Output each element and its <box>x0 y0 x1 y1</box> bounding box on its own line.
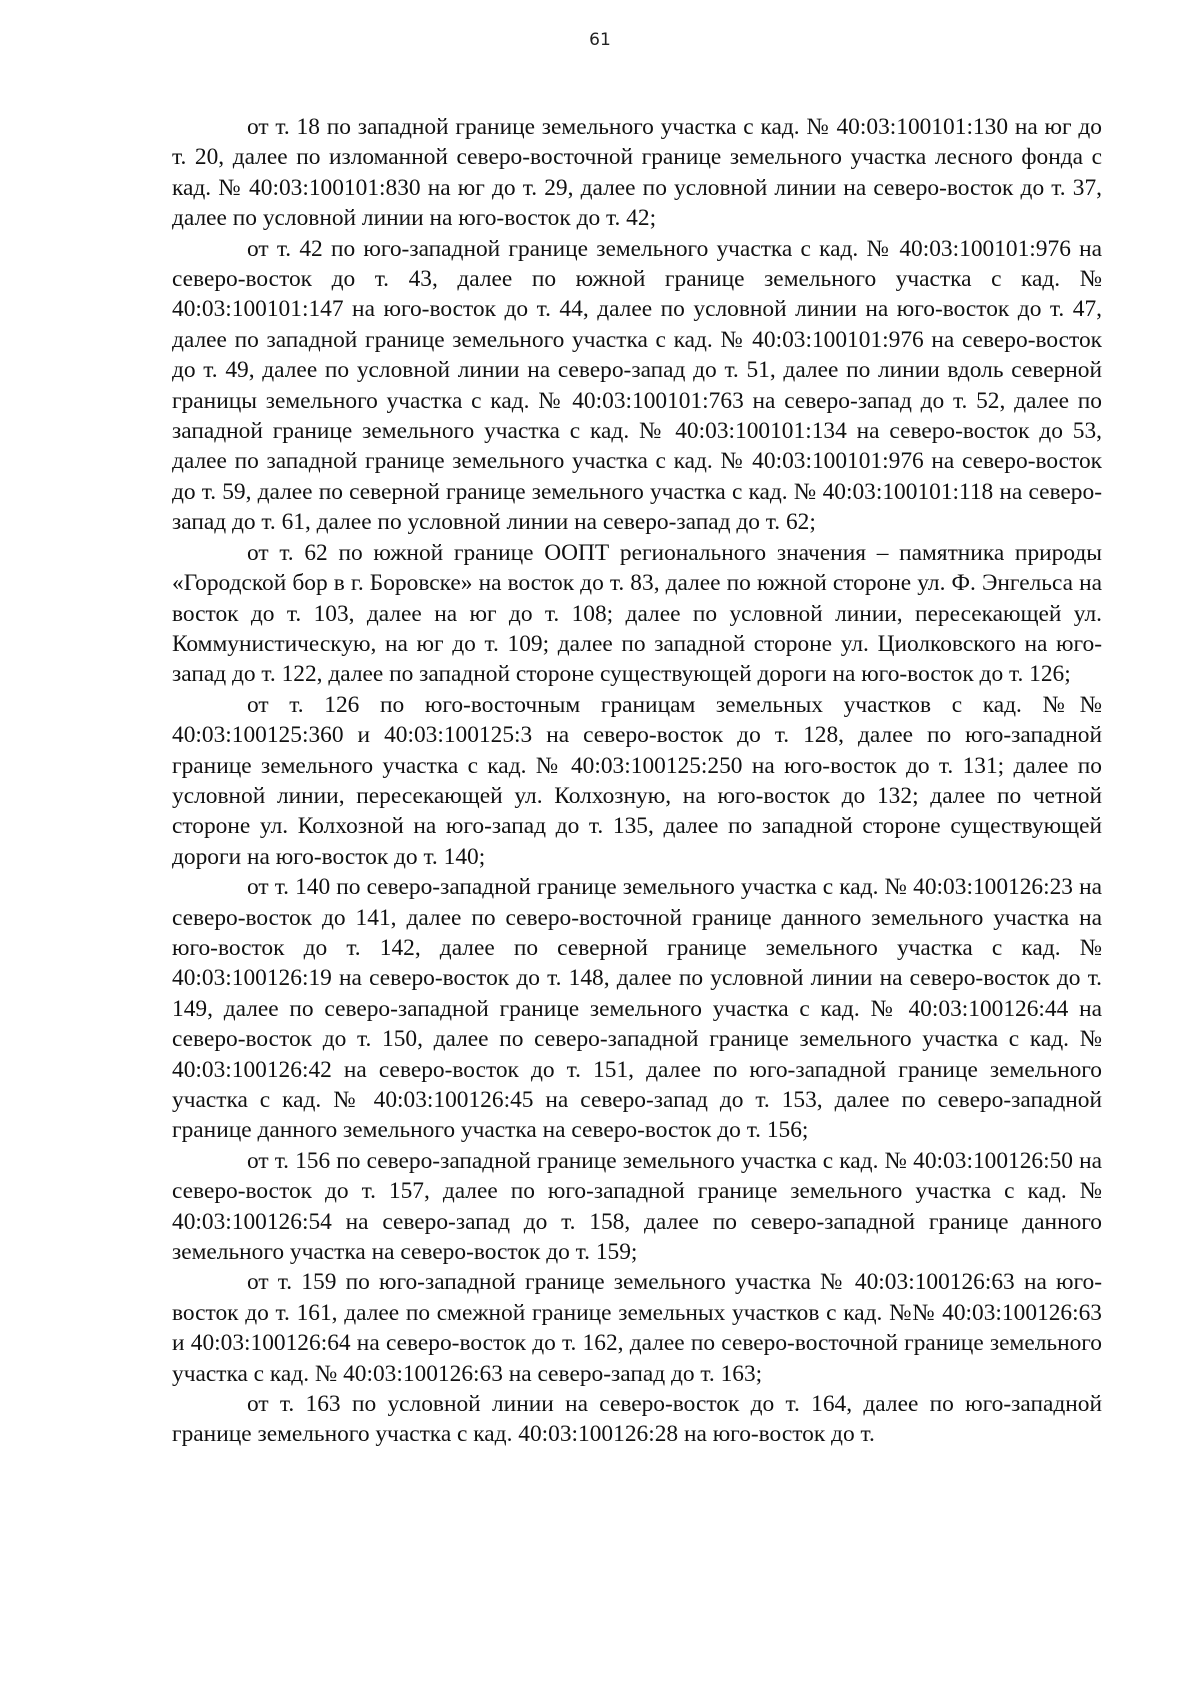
page-number: 61 <box>589 30 611 50</box>
paragraph: от т. 163 по условной линии на северо-восток до т. 164, далее по юго-западной границе земельного участка с кад. 40:03:100126:28 на юго-восток до т. <box>172 1391 1102 1448</box>
paragraph: от т. 18 по западной границе земельного участка с кад. № 40:03:100101:130 на юг до т. 20, далее по изломанной северо-восточной границе земельного участка лесного фонда с кад. № 40:03:100101:830 на юг до т. 29, далее по условной линии на северо-восток до т. 37, далее по условной линии на юго-восток до т. 42; <box>172 114 1102 232</box>
paragraph: от т. 126 по юго-восточным границам земельных участков с кад. №№ 40:03:100125:360 и 40:03:100125:3 на северо-восток до т. 128, далее по юго-западной границе земельного участка с кад. № 40:03:100125:250 на юго-восток до т. 131; далее по условной линии, пересекающей ул. Колхозную, на юго-восток до 132; далее по четной стороне ул. Колхозной на юго-запад до т. 135, далее по западной стороне существующей дороги на юго-восток до т. 140; <box>172 691 1102 870</box>
paragraph: от т. 159 по юго-западной границе земельного участка № 40:03:100126:63 на юго-восток до т. 161, далее по смежной границе земельных участков с кад. №№ 40:03:100126:63 и 40:03:100126:64 на северо-восток до т. 162, далее по северо-восточной границе земельного участка с кад. № 40:03:100126:63 на северо-запад до т. 163; <box>172 1269 1102 1387</box>
document-body <box>172 112 1102 1450</box>
paragraph: от т. 62 по южной границе ООПТ регионального значения – памятника природы «Городской бор в г. Боровске» на восток до т. 83, далее по южной стороне ул. Ф. Энгельса на восток до т. 103, далее на юг до т. 108; далее по условной линии, пересекающей ул. Коммунистическую, на юг до т. 109; далее по западной стороне ул. Циолковского на юго-запад до т. 122, далее по западной стороне существующей дороги на юго-восток до т. 126; <box>172 539 1102 688</box>
paragraph: от т. 140 по северо-западной границе земельного участка с кад. № 40:03:100126:23 на северо-восток до 141, далее по северо-восточной границе данного земельного участка на юго-восток до т. 142, далее по северной границе земельного участка с кад. № 40:03:100126:19 на северо-восток до т. 148, далее по условной линии на северо-восток до т. 149, далее по северо-западной границе земельного участка с кад. № 40:03:100126:44 на северо-восток до т. 150, далее по северо-западной границе земельного участка с кад. № 40:03:100126:42 на северо-восток до т. 151, далее по юго-западной границе земельного участка с кад. № 40:03:100126:45 на северо-запад до т. 153, далее по северо-западной границе данного земельного участка на северо-восток до т. 156; <box>172 874 1102 1144</box>
paragraph: от т. 156 по северо-западной границе земельного участка с кад. № 40:03:100126:50 на северо-восток до т. 157, далее по юго-западной границе земельного участка с кад. № 40:03:100126:54 на северо-запад до т. 158, далее по северо-западной границе данного земельного участка на северо-восток до т. 159; <box>172 1147 1102 1266</box>
paragraph: от т. 42 по юго-западной границе земельного участка с кад. № 40:03:100101:976 на северо-восток до т. 43, далее по южной границе земельного участка с кад. № 40:03:100101:147 на юго-восток до т. 44, далее по условной линии на юго-восток до т. 47, далее по западной границе земельного участка с кад. № 40:03:100101:976 на северо-восток до т. 49, далее по условной линии на северо-запад до т. 51, далее по линии вдоль северной границы земельного участка с кад. № 40:03:100101:763 на северо-запад до т. 52, далее по западной границе земельного участка с кад. № 40:03:100101:134 на северо-восток до 53, далее по западной границе земельного участка с кад. № 40:03:100101:976 на северо-восток до т. 59, далее по северной границе земельного участка с кад. № 40:03:100101:118 на северо-запад до т. 61, далее по условной линии на северо-запад до т. 62; <box>172 235 1102 536</box>
